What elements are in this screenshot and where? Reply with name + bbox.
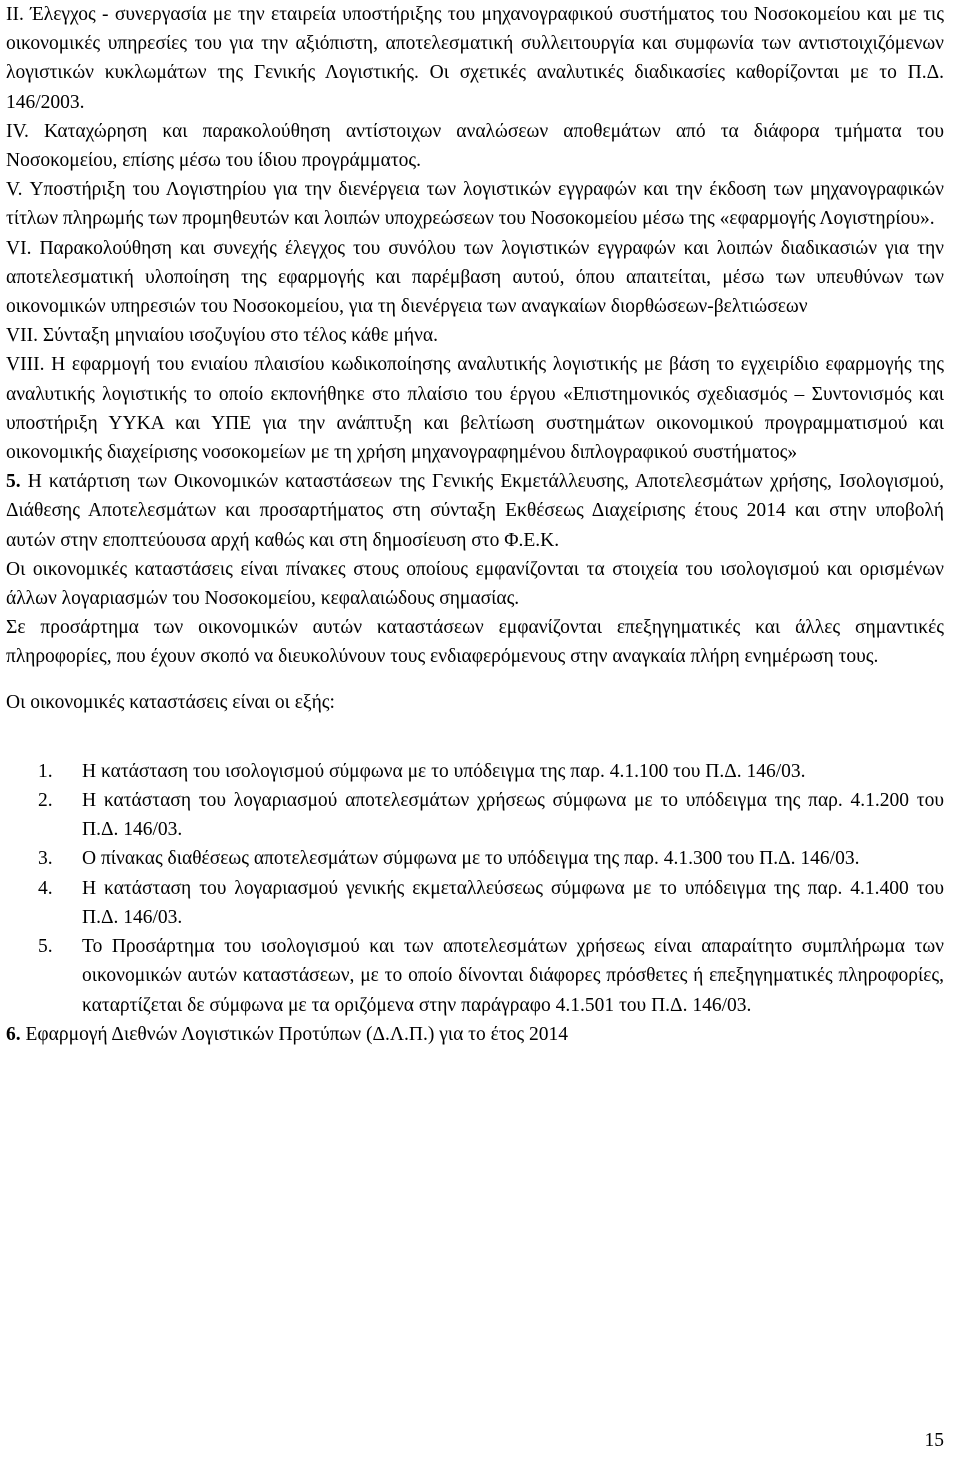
list-number: 5. bbox=[38, 936, 53, 958]
list-item-text: Το Προσάρτημα του ισολογισμού και των αποτελεσμάτων χρήσεως είναι απαραίτητο συμπλήρωμα των οικονομικών αυτών καταστάσεων, με το οποίο δίνονται διάφορες πρόσθετες ή επεξηγηματικές πληροφορίες, καταρτίζεται δε σύμφωνα με τα οριζόμενα στην παράγραφο 4.1.501 του Π.Δ. 146/03. bbox=[82, 936, 944, 1016]
section-number: 5. bbox=[6, 471, 21, 493]
roman-item-text: Παρακολούθηση και συνεχής έλεγχος του συνόλου των λογιστικών εγγραφών και λοιπών διαδικασιών για την αποτελεσματική υλοποίηση της εφαρμογής και παρέμβαση αυτού, όπου απαιτείται, μέσω των υπευθύνων των οικονομικών υπηρεσιών του Νοσοκομείου, για τη διενέργεια των αναγκαίων διορθώσεων-βελτιώσεων bbox=[6, 237, 944, 318]
roman-item-text: Σύνταξη μηνιαίου ισοζυγίου στο τέλος κάθε μήνα. bbox=[42, 325, 438, 347]
roman-numeral: IV. bbox=[6, 120, 29, 142]
roman-item-vii bbox=[6, 321, 944, 350]
section-text: Η κατάρτιση των Οικονομικών καταστάσεων της Γενικής Εκμετάλλευσης, Αποτελεσμάτων χρήσης, Ισολογισμού, Διάθεσης Αποτελεσμάτων και προσαρτήματος στη σύνταξη Εκθέσεως Διαχείρισης έτους 2014 και στην υποβολή αυτών στην εποπτεύουσα αρχή καθώς και στη δημοσίευση στο Φ.Ε.Κ. bbox=[6, 471, 945, 551]
document-page bbox=[6, 0, 944, 1049]
section-number: 6. bbox=[6, 1023, 21, 1045]
roman-item-iv bbox=[6, 117, 944, 175]
list-item-text: Η κατάσταση του λογαριασμού αποτελεσμάτων χρήσεως σύμφωνα με το υπόδειγμα της παρ. 4.1.200 του Π.Δ. 146/03. bbox=[82, 790, 944, 841]
page-number: 15 bbox=[924, 1430, 944, 1451]
roman-item-v bbox=[6, 175, 944, 233]
roman-numeral: V. bbox=[6, 179, 23, 201]
list-item bbox=[6, 786, 944, 844]
list-item-text: Η κατάσταση του λογαριασμού γενικής εκμεταλλεύσεως σύμφωνα με το υπόδειγμα της παρ. 4.1.400 του Π.Δ. 146/03. bbox=[82, 877, 944, 928]
list-item-text: Η κατάσταση του ισολογισμού σύμφωνα με το υπόδειγμα της παρ. 4.1.100 του Π.Δ. 146/03. bbox=[82, 760, 806, 782]
section-6 bbox=[6, 1020, 944, 1049]
roman-item-text: Υποστήριξη του Λογιστηρίου για την διενέργεια των λογιστικών εγγραφών και την έκδοση των μηχανογραφικών τίτλων πληρωμής των προμηθευτών και λοιπών υποχρεώσεων του Νοσοκομείου μέσω της «εφαρμογής Λογιστηρίου». bbox=[6, 179, 944, 230]
list-number: 4. bbox=[38, 877, 53, 899]
list-item bbox=[6, 932, 944, 1020]
list-item bbox=[6, 844, 944, 873]
list-number: 1. bbox=[38, 760, 53, 782]
roman-numeral: VI. bbox=[6, 237, 32, 259]
roman-item-viii bbox=[6, 350, 944, 467]
roman-item-text: Η εφαρμογή του ενιαίου πλαισίου κωδικοποίησης αναλυτικής λογιστικής με βάση το εγχειρίδιο εφαρμογής της αναλυτικής λογιστικής το οποίο εκπονήθηκε στο πλαίσιο του έργου «Επιστημονικός σχεδιασμός – Συντονισμός και υποστήριξη ΥΥΚΑ και ΥΠΕ για την ανάπτυξη και βελτίωση συστημάτων οικονομικού προγραμματισμού και οικονομικής διαχείρισης νοσοκομείων με τη χρήση μηχανογραφημένου διπλογραφικού συστήματος» bbox=[6, 354, 944, 464]
paragraph-annex: Σε προσάρτημα των οικονομικών αυτών καταστάσεων εμφανίζονται επεξηγηματικές και άλλες σημαντικές πληροφορίες, που έχουν σκοπό να διευκολύνουν τους ενδιαφερόμενους στην αναγκαία πλήρη ενημέρωση τους. bbox=[6, 617, 944, 668]
paragraph-financial-statements: Οι οικονομικές καταστάσεις είναι πίνακες στους οποίους εμφανίζονται τα στοιχεία του ισολογισμού και ορισμένων άλλων λογαριασμών του Νοσοκομείου, κεφαλαιώδους σημασίας. bbox=[6, 558, 944, 610]
roman-numeral: VIII. bbox=[6, 354, 45, 376]
roman-item-vi bbox=[6, 234, 944, 322]
roman-numeral: II. bbox=[6, 4, 24, 25]
paragraph-list-intro: Οι οικονομικές καταστάσεις είναι οι εξής: bbox=[6, 691, 335, 713]
list-number: 3. bbox=[38, 848, 53, 870]
roman-item-ii bbox=[6, 0, 944, 117]
list-item-text: Ο πίνακας διαθέσεως αποτελεσμάτων σύμφωνα με το υπόδειγμα της παρ. 4.1.300 του Π.Δ. 146/03. bbox=[82, 848, 860, 870]
list-number: 2. bbox=[38, 790, 53, 812]
section-5 bbox=[6, 467, 944, 555]
spacer bbox=[6, 672, 944, 688]
list-item bbox=[6, 757, 944, 786]
spacer bbox=[6, 717, 944, 757]
list-item bbox=[6, 874, 944, 932]
roman-item-text: Καταχώρηση και παρακολούθηση αντίστοιχων αναλώσεων αποθεμάτων από τα διάφορα τμήματα του Νοσοκομείου, επίσης μέσω του ίδιου προγράμματος. bbox=[6, 120, 944, 172]
section-text: Εφαρμογή Διεθνών Λογιστικών Προτύπων (Δ.Λ.Π.) για το έτος 2014 bbox=[25, 1023, 569, 1045]
roman-numeral: VII. bbox=[6, 325, 38, 347]
roman-item-text: Έλεγχος - συνεργασία με την εταιρεία υποστήριξης του μηχανογραφικού συστήματος του Νοσοκομείου και με τις οικονομικές υπηρεσίες του για την αξιόπιστη, αποτελεσματική συλλειτουργία και συμφωνία των αντιστοιχιζόμενων λογιστικών κυκλωμάτων της Γενικής Λογιστικής. Οι σχετικές αναλυτικές διαδικασίες καθορίζονται με το Π.Δ. 146/2003. bbox=[6, 4, 944, 113]
statements-list bbox=[6, 757, 944, 1020]
